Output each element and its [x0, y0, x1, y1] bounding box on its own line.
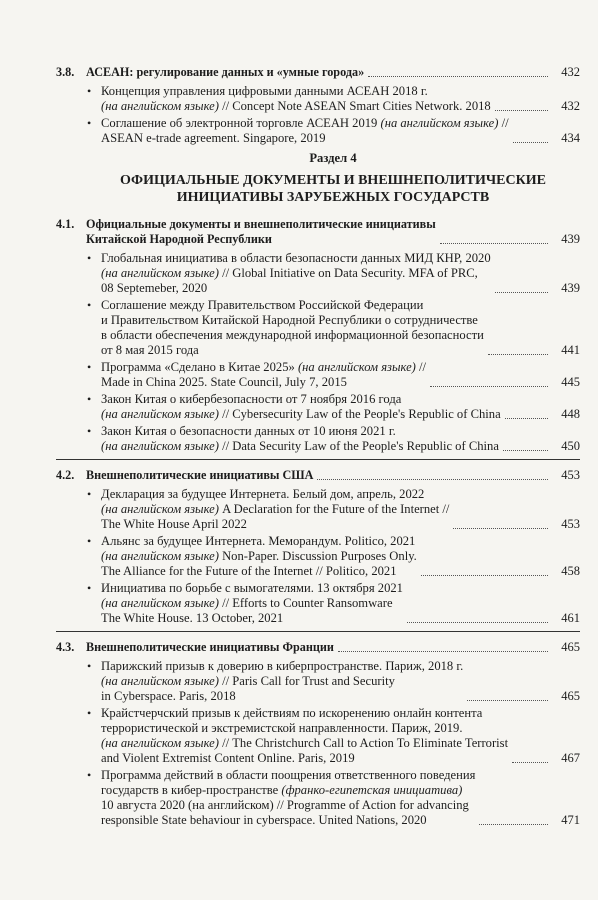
- page-number: 434: [561, 131, 580, 145]
- section-title: Внешнеполитические инициативы США: [86, 468, 314, 482]
- bullet-icon: •: [87, 768, 92, 782]
- dot-leader: [338, 651, 548, 652]
- section-title: Внешнеполитические инициативы Франции: [86, 640, 334, 654]
- page-number: 453: [561, 468, 580, 482]
- toc-entry: • Закон Китая о безопасности данных от 10 июня 2021 г. (на английском языке) // Data Security Law of the People's Republic of China 450: [87, 424, 580, 453]
- dot-leader: [503, 450, 548, 451]
- dot-leader: [513, 142, 548, 143]
- divider: [56, 631, 580, 632]
- bullet-icon: •: [87, 534, 92, 548]
- page-number: 461: [561, 611, 580, 625]
- bullet-icon: •: [87, 581, 92, 595]
- bullet-icon: •: [87, 424, 92, 438]
- toc-section-4-3: [56, 637, 580, 658]
- bullet-icon: •: [87, 298, 92, 312]
- page-number: 445: [561, 375, 580, 389]
- toc-entry: • Программа «Сделано в Китае 2025» (на английском языке) // Made in China 2025. State Council, July 7, 2015 445: [87, 360, 580, 389]
- bullet-icon: •: [87, 116, 92, 130]
- page-number: 471: [561, 813, 580, 827]
- table-of-contents: [56, 62, 580, 829]
- page-number: 439: [561, 281, 580, 295]
- dot-leader: [430, 386, 548, 387]
- bullet-icon: •: [87, 659, 92, 673]
- page-number: 432: [561, 65, 580, 79]
- toc-entry: • Концепция управления цифровыми данными АСЕАН 2018 г. (на английском языке) // Concept Note ASEAN Smart Cities Network. 2018 432: [87, 84, 580, 113]
- page-number: 441: [561, 343, 580, 357]
- dot-leader: [407, 622, 548, 623]
- toc-entry: • Соглашение об электронной торговле АСЕАН 2019 (на английском языке) // ASEAN e-trade agreement. Singapore, 2019 434: [87, 116, 580, 145]
- toc-entry: • Глобальная инициатива в области безопасности данных МИД КНР, 2020 (на английском языке) // Global Initiative on Data Security. MFA of PRC, 08 Septemeber, 2020 439: [87, 251, 580, 295]
- bullet-icon: •: [87, 84, 92, 98]
- dot-leader: [488, 354, 548, 355]
- toc-entry: • Альянс за будущее Интернета. Меморандум. Politico, 2021 (на английском языке) Non-Paper. Discussion Purposes Only. The Alliance for the Future of the Internet // Politico, 2021 458: [87, 534, 580, 578]
- toc-entry: • Декларация за будущее Интернета. Белый дом, апрель, 2022 (на английском языке) A Declaration for the Future of the Internet // The White House April 2022 453: [87, 487, 580, 531]
- bullet-icon: •: [87, 360, 92, 374]
- section-title: Официальные документы и внешнеполитические инициативы Китайской Народной Республики: [86, 217, 436, 246]
- toc-entry: • Программа действий в области поощрения ответственного поведения государств в кибер-пространстве (франко-египетская инициатива) 10 августа 2020 (на английском) // Programme of Action for advancing responsible State behaviour in cyberspace. United Nations, 2020 471: [87, 768, 580, 827]
- section-number: 4.3.: [56, 640, 75, 654]
- dot-leader: [505, 418, 548, 419]
- bullet-icon: •: [87, 706, 92, 720]
- dot-leader: [512, 762, 548, 763]
- bullet-icon: •: [87, 251, 92, 265]
- bullet-icon: •: [87, 392, 92, 406]
- part-title: ОФИЦИАЛЬНЫЕ ДОКУМЕНТЫ И ВНЕШНЕПОЛИТИЧЕСКИЕ ИНИЦИАТИВЫ ЗАРУБЕЖНЫХ ГОСУДАРСТВ: [119, 173, 546, 205]
- toc-entry: • Закон Китая о кибербезопасности от 7 ноября 2016 года (на английском языке) // Cybersecurity Law of the People's Republic of China 448: [87, 392, 580, 421]
- dot-leader: [421, 575, 548, 576]
- section-number: 4.1.: [56, 217, 75, 231]
- page-number: 467: [561, 751, 580, 765]
- dot-leader: [440, 243, 548, 244]
- dot-leader: [317, 479, 548, 480]
- dot-leader: [467, 700, 548, 701]
- toc-section-3-8: [56, 62, 580, 83]
- toc-entry: • Парижский призыв к доверию в киберпространстве. Париж, 2018 г. (на английском языке) // Paris Call for Trust and Security in Cyberspace. Paris, 2018 465: [87, 659, 580, 703]
- divider: [56, 459, 580, 460]
- section-number: 3.8.: [56, 65, 75, 79]
- dot-leader: [495, 110, 548, 111]
- toc-entry: • Соглашение между Правительством Российской Федерации и Правительством Китайской Народной Республики о сотрудничестве в области обеспечения международной информационной безопасности от 8 мая 2015 года 441: [87, 298, 580, 357]
- toc-entry: • Крайстчерчский призыв к действиям по искоренению онлайн контента террористической и экстремистской направленности. Париж, 2019. (на английском языке) // The Christchurch Call to Action To Eliminate Terrorist and Violent Extremist Content Online. Paris, 2019 467: [87, 706, 580, 765]
- page-number: 432: [561, 99, 580, 113]
- dot-leader: [368, 76, 548, 77]
- page-number: 439: [561, 232, 580, 246]
- page-number: 448: [561, 407, 580, 421]
- page-number: 453: [561, 517, 580, 531]
- section-number: 4.2.: [56, 468, 75, 482]
- part-label: Раздел 4: [309, 151, 357, 165]
- toc-section-4-1: [56, 214, 580, 250]
- toc-entry: • Инициатива по борьбе с вымогателями. 13 октября 2021 (на английском языке) // Efforts to Counter Ransomware The White House. 13 October, 2021 461: [87, 581, 580, 625]
- bullet-icon: •: [87, 487, 92, 501]
- section-title: АСЕАН: регулирование данных и «умные города»: [86, 65, 365, 79]
- dot-leader: [453, 528, 548, 529]
- page-number: 458: [561, 564, 580, 578]
- page-number: 465: [561, 689, 580, 703]
- toc-section-4-2: [56, 465, 580, 486]
- dot-leader: [479, 824, 548, 825]
- page-number: 465: [561, 640, 580, 654]
- page-number: 450: [561, 439, 580, 453]
- dot-leader: [495, 292, 548, 293]
